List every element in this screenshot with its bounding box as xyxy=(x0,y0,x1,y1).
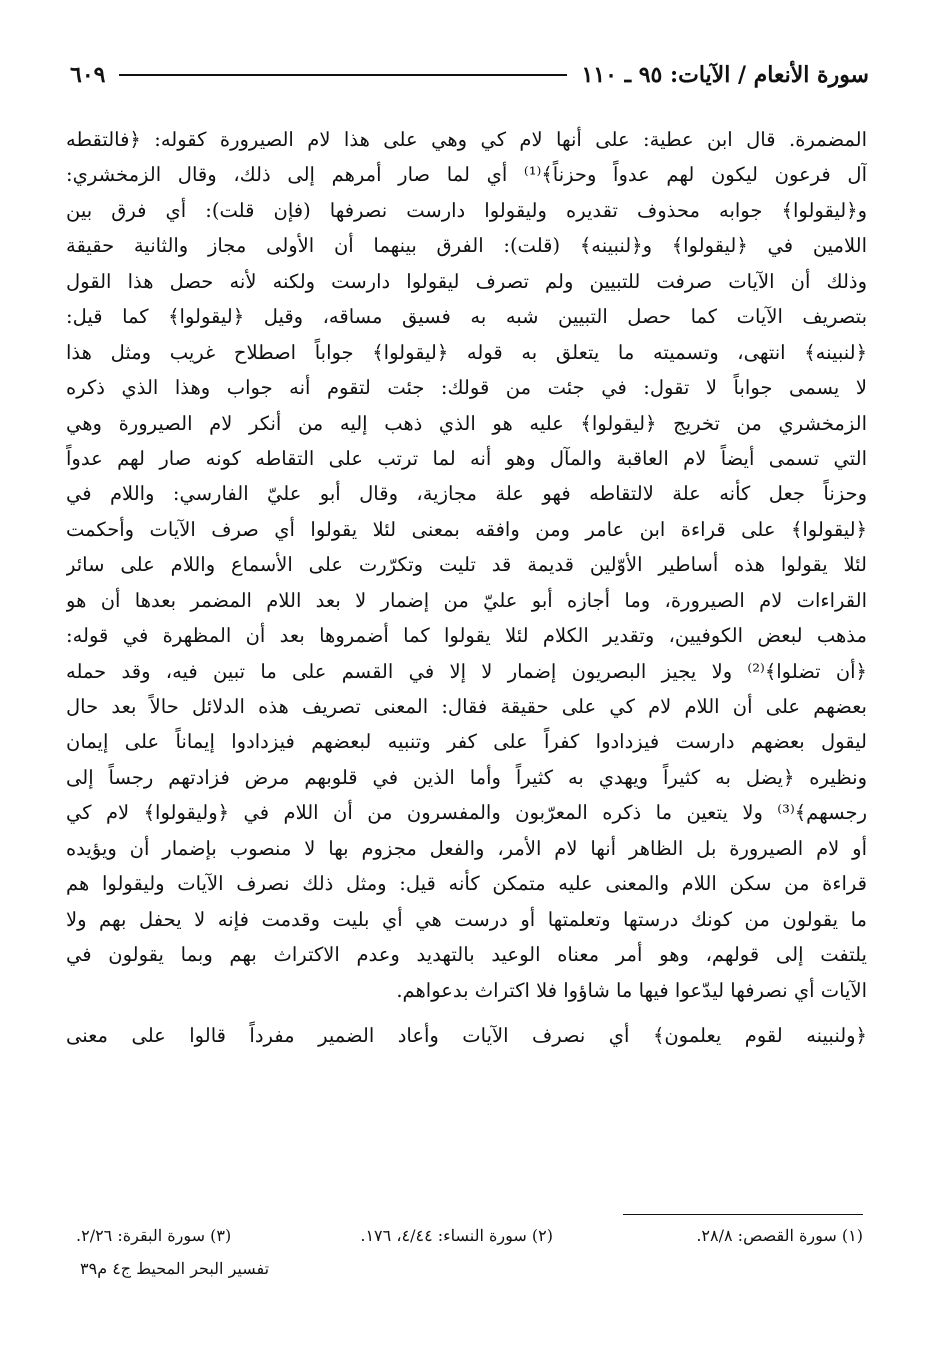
text-line: بتصريف الآيات كما حصل التبيين شبه به فسيق مساقه، وقيل ﴿ليقولوا﴾ كما قيل: xyxy=(66,305,867,329)
text-line: ﴿أن تضلوا﴾⁽²⁾ ولا يجيز البصريون إضمار لا إلا في القسم على ما تبين فيه، وقد حمله xyxy=(66,659,867,683)
text-line: وذلك أن الآيات صرفت للتبيين ولم تصرف ليقولوا دارست ولكنه لأنه حصل هذا القول xyxy=(66,269,867,293)
text-line: لئلا يقولوا هذه أساطير الأوّلين قديمة قد تليت وتكرّرت على الأسماع واللام على سائر xyxy=(66,553,867,577)
text-line: ﴿لنبينه﴾ انتهى، وتسميته ما يتعلق به قوله ﴿ليقولوا﴾ جواباً اصطلاح غريب ومثل هذا xyxy=(66,340,867,364)
page-number: ٦٠٩ xyxy=(70,62,106,88)
footnote-rule xyxy=(623,1214,863,1215)
text-line: ﴿ولنبينه لقوم يعلمون﴾ أي نصرف الآيات وأعاد الضمير مفرداً قالوا على معنى xyxy=(66,1023,867,1047)
text-line: ليقول بعضهم دارست فيزدادوا كفراً على كفر وتنبيه لبعضهم فيزدادوا إيماناً على إيمان xyxy=(66,730,867,754)
text-line: ﴿ليقولوا﴾ على قراءة ابن عامر ومن وافقه بمعنى لئلا يقولوا أي صرف الآيات وأحكمت xyxy=(66,517,867,541)
text-line: مذهب لبعض الكوفيين، وتقدير الكلام لئلا يقولوا كما أضمروها بعد أن المظهرة في قوله: xyxy=(66,624,867,648)
footnote-1: (١) سورة القصص: ٢٨/٨. xyxy=(696,1226,863,1245)
signature-mark: تفسير البحر المحيط ج٤ م٣٩ xyxy=(80,1259,270,1278)
text-line: يلتفت إلى قولهم، وهو أمر معناه الوعيد بالتهديد وعدم الاكتراث بهم وبما يقولون في xyxy=(66,943,867,967)
paragraph-gap xyxy=(66,1008,867,1018)
text-line: رجسهم﴾⁽³⁾ ولا يتعين ما ذكره المعرّبون والمفسرون من أن اللام في ﴿وليقولوا﴾ لام كي xyxy=(66,801,867,825)
text-line: لا يسمى جواباً لا تقول: في جئت من قولك: جئت لتقوم أنه جواب وهذا الذي ذكره xyxy=(66,376,867,400)
text-line: وحزناً جعل كأنه علة لالتقاطه فهو علة مجازية، وقال أبو عليّ الفارسي: واللام في xyxy=(66,482,867,506)
footnote-3: (٣) سورة البقرة: ٢/٢٦. xyxy=(76,1226,232,1245)
header-title: سورة الأنعام / الآيات: ٩٥ ـ ١١٠ xyxy=(581,62,869,88)
text-line: أو لام الصيرورة بل الظاهر أنها لام الأمر، والفعل مجزوم بها لا منصوب بإضمار أن ويؤيده xyxy=(66,836,867,860)
footnote-2: (٢) سورة النساء: ٤/٤٤، ١٧٦. xyxy=(360,1226,553,1245)
text-line: و﴿ليقولوا﴾ جوابه محذوف تقديره وليقولوا دارست نصرفها (فإن قلت): أي فرق بين xyxy=(66,198,867,222)
footnote-row xyxy=(76,1222,863,1250)
text-line: اللامين في ﴿ليقولوا﴾ و﴿لنبينه﴾ (قلت): الفرق بينهما أن الأولى مجاز والثانية حقيقة xyxy=(66,234,867,258)
text-line: بعضهم على أن اللام لام كي على حقيقة فقال: المعنى تصريف هذه الدلائل حالاً بعد حال xyxy=(66,695,867,718)
text-line: ونظيره ﴿يضل به كثيراً ويهدي به كثيراً وأما الذين في قلوبهم مرض فزادتهم رجساً إلى xyxy=(66,765,867,789)
text-line: الزمخشري من تخريج ﴿ليقولوا﴾ عليه هو الذي ذهب إليه من أنكر لام الصيرورة وهي xyxy=(66,411,867,435)
main-text xyxy=(66,122,867,1053)
text-line: القراءات لام الصيرورة، وما أجازه أبو عليّ من إضمار لا بعد اللام المضمر بعدها أن هو xyxy=(66,588,867,612)
running-header xyxy=(70,58,869,92)
text-line: آل فرعون ليكون لهم عدواً وحزناً﴾⁽¹⁾ أي لما صار أمرهم إلى ذلك، وقال الزمخشري: xyxy=(66,163,867,187)
text-line: المضمرة. قال ابن عطية: على أنها لام كي وهي على هذا لام الصيرورة كقوله: ﴿فالتقطه xyxy=(66,128,867,151)
header-rule xyxy=(119,74,567,76)
text-line: قراءة من سكن اللام والمعنى عليه متمكن كأنه قيل: ومثل ذلك نصرف الآيات وليقولوا هم xyxy=(66,872,867,896)
text-line: التي تسمى أيضاً لام العاقبة والمآل وهو أنه لما ترتب على التقاطه كونه صار لهم عدواً xyxy=(66,446,867,470)
text-line: ما يقولون من كونك درستها وتعلمتها أو درست هي أي بليت وقدمت فإنه لا يحفل بهم ولا xyxy=(66,907,867,931)
text-line: الآيات أي نصرفها ليدّعوا فيها ما شاؤوا فلا اكتراث بدعواهم. xyxy=(396,978,867,1002)
